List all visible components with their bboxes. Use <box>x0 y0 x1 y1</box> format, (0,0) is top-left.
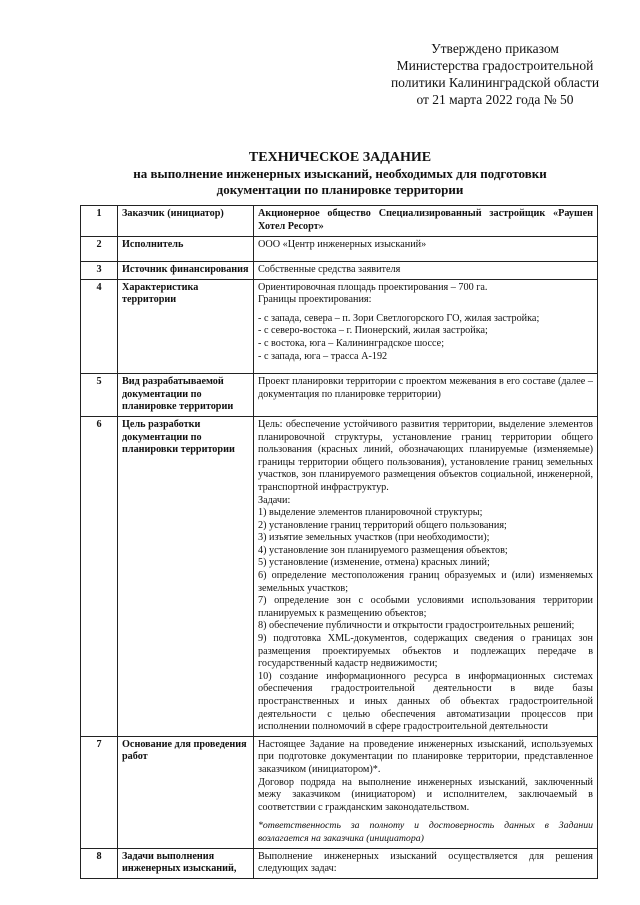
table-row <box>81 416 598 736</box>
document-title <box>60 150 620 198</box>
table-row <box>81 262 598 280</box>
value-line: 6) определение местоположения границ образуемых и (или) изменяемых земельных участков; <box>258 570 593 594</box>
value-line: 8) обеспечение публичности и открытости градостроительных решений; <box>258 620 575 632</box>
value-line: 1) выделение элементов планировочной структуры; <box>258 507 483 519</box>
row-value <box>254 416 598 736</box>
row-number: 7 <box>81 736 118 848</box>
approval-stamp <box>380 40 610 108</box>
table-row <box>81 237 598 262</box>
value-line: Цель: обеспечение устойчивого развития территории, выделение элементов планировочной структуры, установление границ территории общего пользования (красных линий, обозначающих планируемые (изменяемые) границы территории общего пользования), установление границ земельных участков, зон планируемого размещения объектов социальной, инженерной, транспортной инфраструктур. <box>258 418 593 493</box>
value-line: 7) определение зон с особыми условиями использования территории планируемых к размещению объектов; <box>258 595 593 619</box>
row-label: Вид разрабатываемой документации по планировке территории <box>118 374 254 417</box>
row-value <box>254 736 598 848</box>
row-number: 2 <box>81 237 118 262</box>
approval-line: Министерства градостроительной <box>396 58 594 73</box>
specification-table <box>80 205 598 879</box>
value-line: Договор подряда на выполнение инженерных изысканий, заключенный межу заказчиком (инициатором) и исполнителем, заключаемый в соответствии с гражданским законодательством. <box>258 776 593 813</box>
value-line: 5) установление (изменение, отмена) красных линий; <box>258 557 490 569</box>
value-line: 10) создание информационного ресурса в информационных системах обеспечения градостроительной деятельности в виде базы пространственных и иных данных об объектах градостроительной деятельности с целью обеспечения автоматизации процессов при исполнении полномочий в сфере градостроительной деятельности <box>258 670 593 733</box>
value-line: 2) установление границ территорий общего пользования; <box>258 519 507 531</box>
row-label: Основание для проведения работ <box>118 736 254 848</box>
row-number: 5 <box>81 374 118 417</box>
value-line: 4) установление зон планируемого размещения объектов; <box>258 544 508 556</box>
row-value <box>254 279 598 374</box>
row-label: Характеристика территории <box>118 279 254 374</box>
table-row <box>81 279 598 374</box>
value-line: Настоящее Задание на проведение инженерных изысканий, используемых при подготовке документации по планировке территории, представленное заказчиком (инициатором)*. <box>258 738 593 775</box>
row-value: Собственные средства заявителя <box>254 262 598 280</box>
row-label: Задачи выполнения инженерных изысканий, <box>118 848 254 878</box>
row-number: 1 <box>81 206 118 237</box>
value-line: - с северо-востока – г. Пионерский, жилая застройка; <box>258 325 488 337</box>
title-sub: на выполнение инженерных изысканий, необходимых для подготовки <box>133 166 547 181</box>
value-line: Ориентировочная площадь проектирования – 700 га. <box>258 281 488 293</box>
footnote: *ответственность за полноту и достоверность данных в Задании возлагается на заказчика (инициатора) <box>258 820 593 844</box>
row-value: Проект планировки территории с проектом межевания в его составе (далее – документация по планировке территории) <box>254 374 598 417</box>
table-row <box>81 736 598 848</box>
approval-line: Утверждено приказом <box>431 41 559 56</box>
value-line: - с запада, севера – п. Зори Светлогорского ГО, жилая застройка; <box>258 312 540 324</box>
row-label: Исполнитель <box>118 237 254 262</box>
table-row <box>81 848 598 878</box>
title-main: ТЕХНИЧЕСКОЕ ЗАДАНИЕ <box>248 150 432 165</box>
value-line: - с востока, юга – Калининградское шоссе; <box>258 337 445 349</box>
approval-line: от 21 марта 2022 года № 50 <box>416 92 574 107</box>
approval-line: политики Калининградской области <box>390 75 600 90</box>
value-line: Границы проектирования: <box>258 294 372 306</box>
row-number: 8 <box>81 848 118 878</box>
row-label: Источник финансирования <box>118 262 254 280</box>
row-value: ООО «Центр инженерных изысканий» <box>254 237 598 262</box>
row-value: Выполнение инженерных изысканий осуществляется для решения следующих задач: <box>254 848 598 878</box>
value-line: 9) подготовка XML-документов, содержащих сведения о границах зон размещения проектируемых объектов и подлежащих передаче в государственный кадастр недвижимости; <box>258 633 593 670</box>
row-label: Цель разработки документации по планировки территории <box>118 416 254 736</box>
table-row <box>81 206 598 237</box>
title-sub: документации по планировке территории <box>216 182 464 197</box>
row-number: 3 <box>81 262 118 280</box>
row-number: 4 <box>81 279 118 374</box>
value-line: Задачи: <box>258 494 291 506</box>
row-label: Заказчик (инициатор) <box>118 206 254 237</box>
row-value: Акционерное общество Специализированный застройщик «Раушен Хотел Ресорт» <box>254 206 598 237</box>
value-line: - с запада, юга – трасса А-192 <box>258 350 388 362</box>
row-number: 6 <box>81 416 118 736</box>
table-row <box>81 374 598 417</box>
value-line: 3) изъятие земельных участков (при необходимости); <box>258 532 490 544</box>
